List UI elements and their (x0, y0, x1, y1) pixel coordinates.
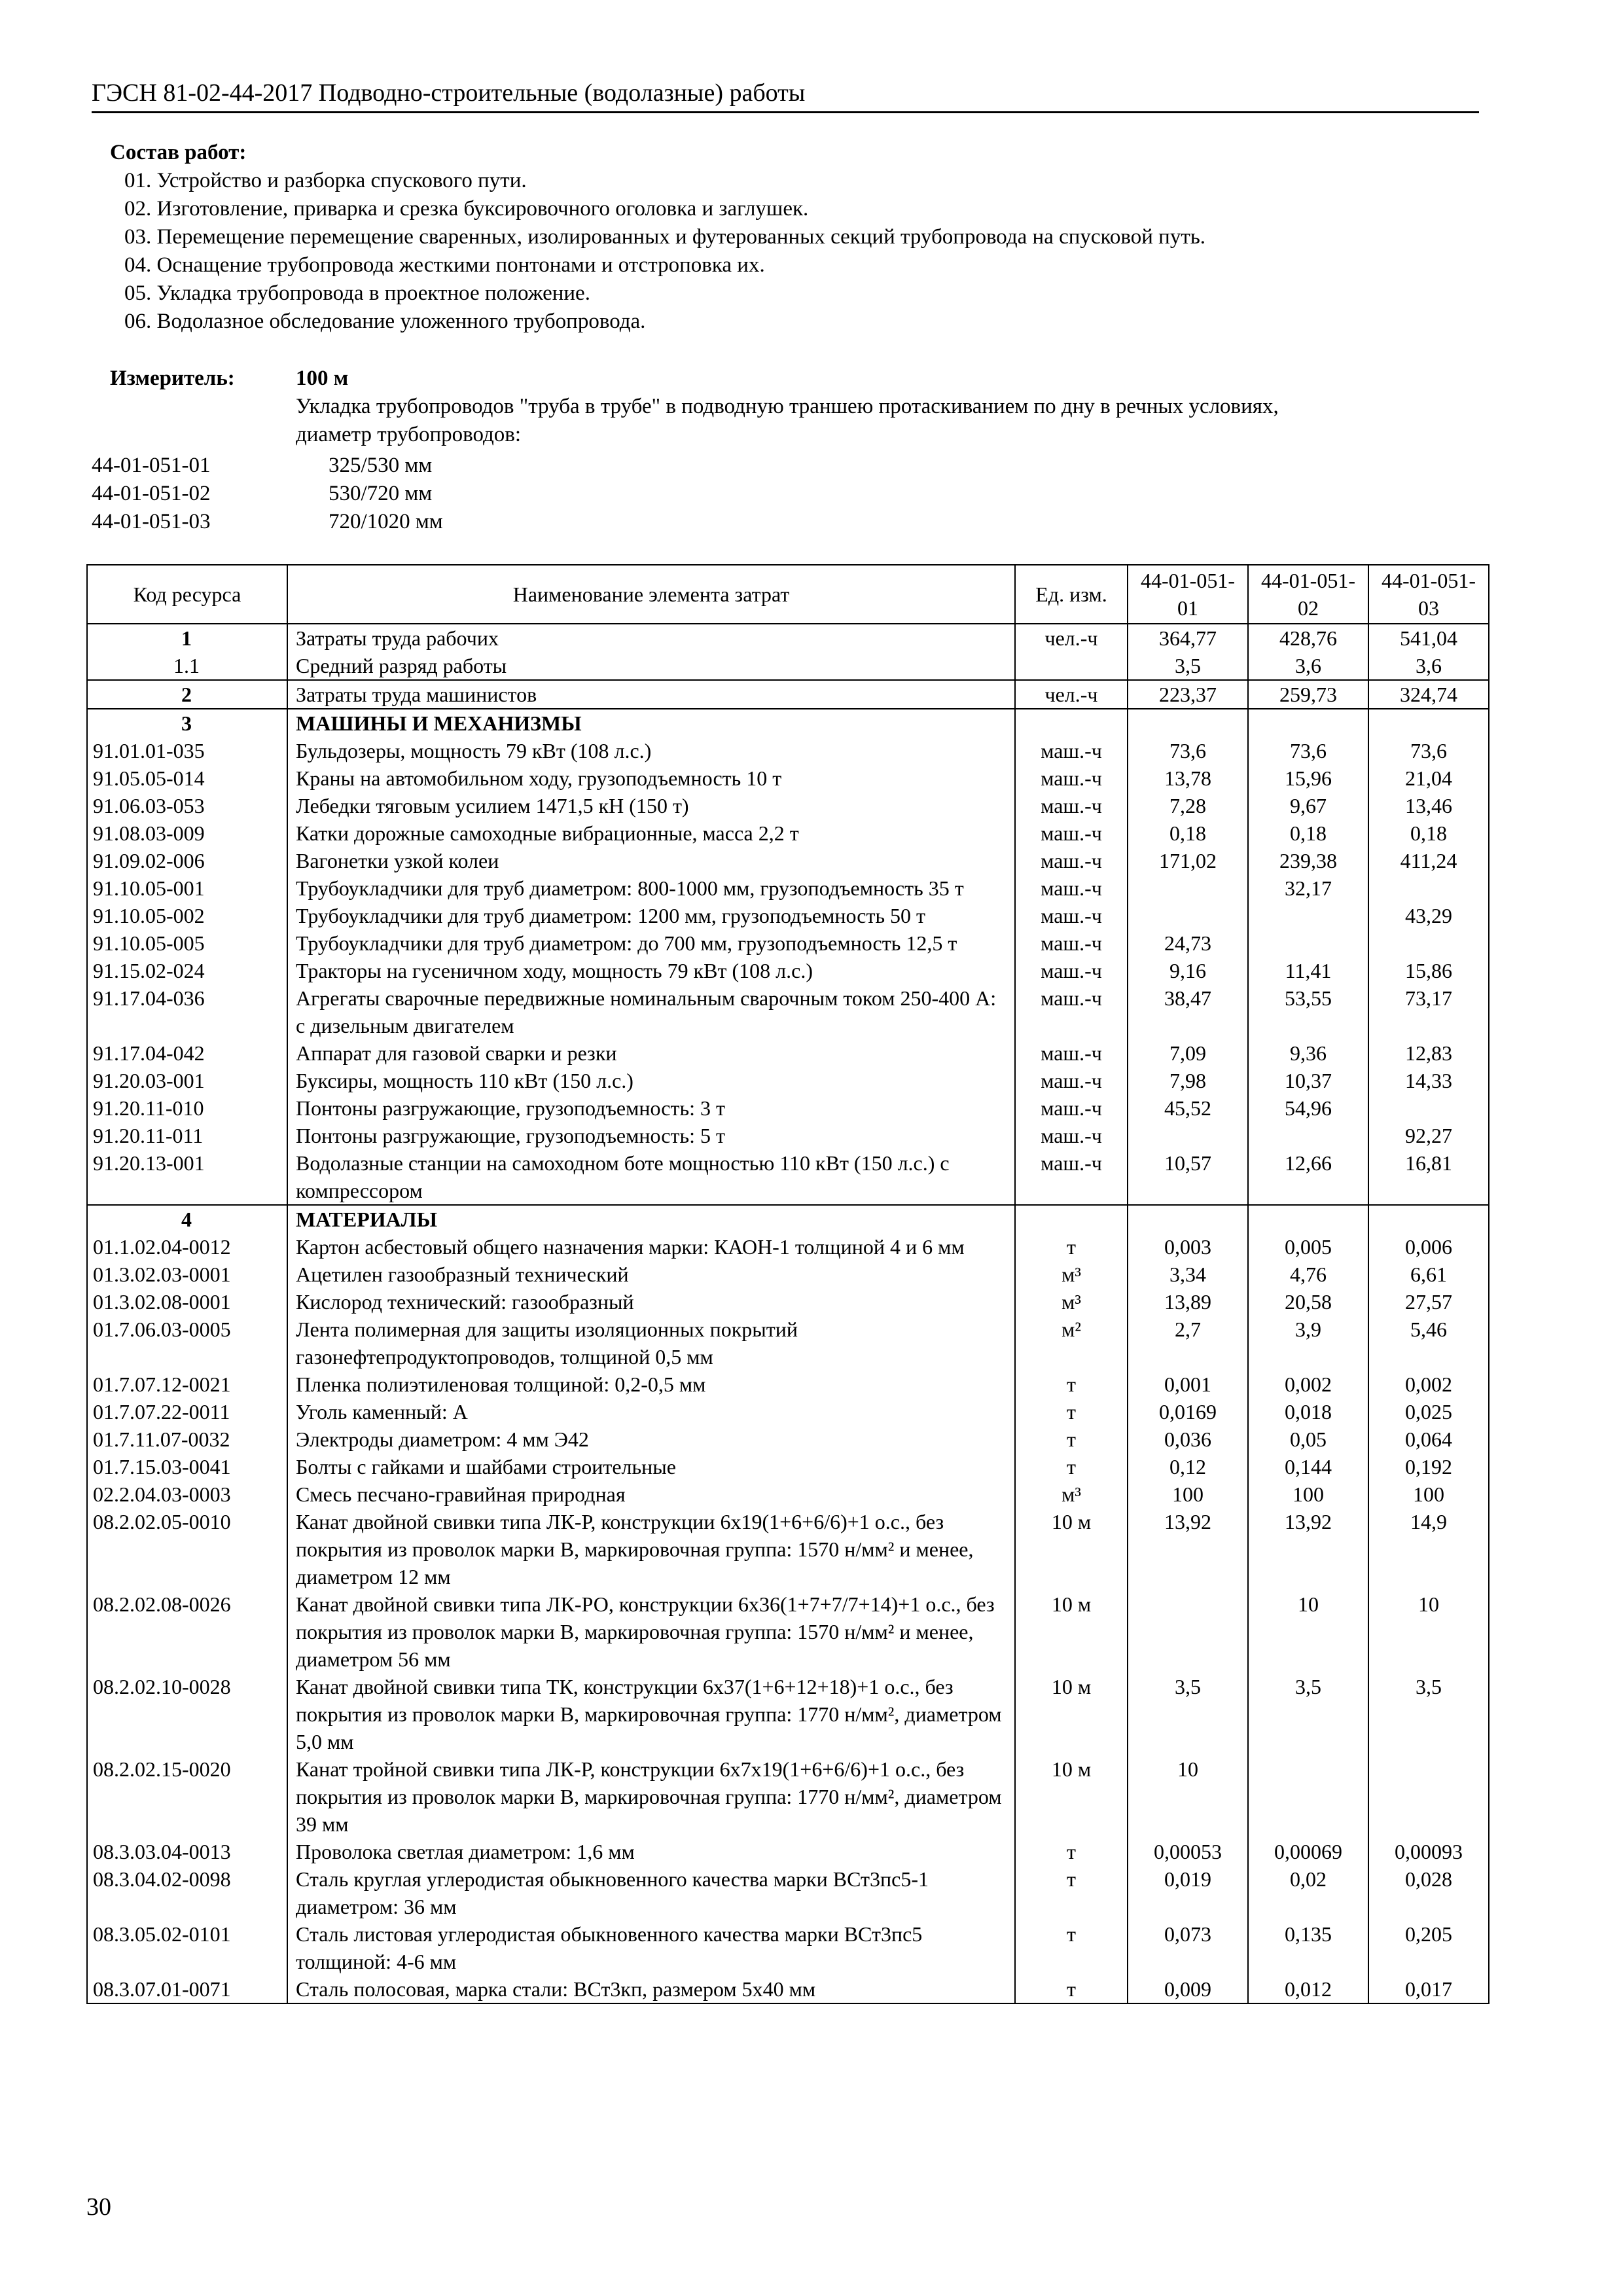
norm-value-2: 10 (1248, 1590, 1368, 1673)
norm-value-1 (1128, 1205, 1248, 1233)
norm-value-2: 428,76 (1248, 624, 1368, 652)
work-operation: 03. Перемещение перемещение сваренных, изолированных и футерованных секций трубопровода на спусковой путь. (124, 225, 1206, 249)
work-operation: 02. Изготовление, приварка и срезка буксировочного оголовка и заглушек. (124, 197, 809, 221)
cost-element-name: Лента полимерная для защиты изоляционных покрытий газонефтепродуктопроводов, толщиной 0,5 мм (287, 1316, 1015, 1371)
cost-element-name: Затраты труда рабочих (287, 624, 1015, 652)
norm-value-2: 9,67 (1248, 792, 1368, 819)
norm-value-3: 0,028 (1368, 1865, 1489, 1920)
cost-element-name: Болты с гайками и шайбами строительные (287, 1453, 1015, 1480)
resource-code: 3 (87, 709, 287, 737)
norm-value-1: 10,57 (1128, 1149, 1248, 1205)
norm-value-2: 20,58 (1248, 1288, 1368, 1316)
norm-value-2: 9,36 (1248, 1039, 1368, 1067)
unit-cell: маш.-ч (1015, 1094, 1128, 1122)
resource-code: 1 (87, 624, 287, 652)
table-row (87, 737, 1489, 764)
header-resource-code: Код ресурса (87, 565, 287, 624)
table-row (87, 1865, 1489, 1920)
resource-code: 91.15.02-024 (87, 957, 287, 984)
norm-value-3 (1368, 1205, 1489, 1233)
page-header: ГЭСН 81-02-44-2017 Подводно-строительные (водолазные) работы (92, 77, 1479, 113)
norm-value-2 (1248, 929, 1368, 957)
norm-value-3: 0,006 (1368, 1233, 1489, 1261)
norm-value-1: 10 (1128, 1755, 1248, 1838)
cost-element-name: Трубоукладчики для труб диаметром: до 700 мм, грузоподъемность 12,5 т (287, 929, 1015, 957)
norm-value-3: 14,9 (1368, 1508, 1489, 1590)
cost-element-name: Проволока светлая диаметром: 1,6 мм (287, 1838, 1015, 1865)
norm-value-1: 3,34 (1128, 1261, 1248, 1288)
meter-label: Измеритель: (110, 367, 235, 390)
table-row (87, 1975, 1489, 2003)
norm-value-2: 54,96 (1248, 1094, 1368, 1122)
cost-element-name: МАТЕРИАЛЫ (287, 1205, 1015, 1233)
resource-code: 08.3.03.04-0013 (87, 1838, 287, 1865)
norm-value-3: 5,46 (1368, 1316, 1489, 1371)
header-norm-3: 44-01-051-03 (1368, 565, 1489, 624)
norm-value-2: 0,144 (1248, 1453, 1368, 1480)
norm-value-2: 0,005 (1248, 1233, 1368, 1261)
table-row (87, 792, 1489, 819)
norm-value-2: 0,135 (1248, 1920, 1368, 1975)
norm-value-1: 0,073 (1128, 1920, 1248, 1975)
resource-code: 91.20.13-001 (87, 1149, 287, 1205)
norm-value-1: 0,00053 (1128, 1838, 1248, 1865)
norm-value-1: 13,89 (1128, 1288, 1248, 1316)
table-row (87, 1838, 1489, 1865)
norm-value-2: 10,37 (1248, 1067, 1368, 1094)
table-row (87, 1590, 1489, 1673)
norm-value-1: 0,18 (1128, 819, 1248, 847)
unit-cell: чел.-ч (1015, 680, 1128, 709)
resource-code: 01.7.15.03-0041 (87, 1453, 287, 1480)
norm-value-1: 0,001 (1128, 1371, 1248, 1398)
norm-code: 44-01-051-01 (92, 454, 211, 477)
table-row (87, 1149, 1489, 1205)
norm-code-value: 720/1020 мм (329, 510, 443, 533)
table-row (87, 1398, 1489, 1426)
norm-value-2: 32,17 (1248, 874, 1368, 902)
cost-element-name: Сталь листовая углеродистая обыкновенного качества марки ВСт3пс5 толщиной: 4-6 мм (287, 1920, 1015, 1975)
cost-element-name: Вагонетки узкой колеи (287, 847, 1015, 874)
resource-code: 02.2.04.03-0003 (87, 1480, 287, 1508)
norm-value-2 (1248, 1205, 1368, 1233)
norm-value-3: 21,04 (1368, 764, 1489, 792)
cost-element-name: Краны на автомобильном ходу, грузоподъемность 10 т (287, 764, 1015, 792)
norm-value-3: 100 (1368, 1480, 1489, 1508)
norm-value-3: 92,27 (1368, 1122, 1489, 1149)
norm-value-3: 73,6 (1368, 737, 1489, 764)
norm-code: 44-01-051-03 (92, 510, 211, 533)
unit-cell: 10 м (1015, 1673, 1128, 1755)
cost-element-name: Трубоукладчики для труб диаметром: 800-1000 мм, грузоподъемность 35 т (287, 874, 1015, 902)
cost-element-name: Агрегаты сварочные передвижные номинальным сварочным током 250-400 А: с дизельным двигателем (287, 984, 1015, 1039)
norm-value-3: 16,81 (1368, 1149, 1489, 1205)
cost-element-name: Буксиры, мощность 110 кВт (150 л.с.) (287, 1067, 1015, 1094)
norm-value-1: 3,5 (1128, 1673, 1248, 1755)
unit-cell: чел.-ч (1015, 624, 1128, 652)
table-header-row (87, 565, 1489, 624)
norm-value-2: 0,18 (1248, 819, 1368, 847)
resource-code: 4 (87, 1205, 287, 1233)
table-row (87, 847, 1489, 874)
meter-block (92, 365, 1479, 449)
norm-value-2: 3,5 (1248, 1673, 1368, 1755)
norm-value-1 (1128, 874, 1248, 902)
unit-cell: 10 м (1015, 1508, 1128, 1590)
cost-element-name: Бульдозеры, мощность 79 кВт (108 л.с.) (287, 737, 1015, 764)
table-row (87, 1039, 1489, 1067)
cost-element-name: Смесь песчано-гравийная природная (287, 1480, 1015, 1508)
table-row (87, 1205, 1489, 1233)
resource-code: 91.20.11-010 (87, 1094, 287, 1122)
table-row (87, 902, 1489, 929)
unit-cell: маш.-ч (1015, 1067, 1128, 1094)
unit-cell: т (1015, 1453, 1128, 1480)
unit-cell: 10 м (1015, 1755, 1128, 1838)
header-norm-2: 44-01-051-02 (1248, 565, 1368, 624)
norm-value-3: 0,205 (1368, 1920, 1489, 1975)
cost-element-name: Затраты труда машинистов (287, 680, 1015, 709)
resource-code: 08.2.02.15-0020 (87, 1755, 287, 1838)
cost-element-name: МАШИНЫ И МЕХАНИЗМЫ (287, 709, 1015, 737)
cost-element-name: Аппарат для газовой сварки и резки (287, 1039, 1015, 1067)
resource-code: 91.09.02-006 (87, 847, 287, 874)
work-operation: 04. Оснащение трубопровода жесткими понтонами и отстроповка их. (124, 253, 765, 277)
norm-value-3: 0,002 (1368, 1371, 1489, 1398)
norm-code-row (92, 508, 443, 536)
unit-cell: т (1015, 1371, 1128, 1398)
unit-cell: м³ (1015, 1480, 1128, 1508)
norm-value-2: 12,66 (1248, 1149, 1368, 1205)
norm-value-1: 38,47 (1128, 984, 1248, 1039)
norm-value-3: 3,5 (1368, 1673, 1489, 1755)
norm-value-3: 541,04 (1368, 624, 1489, 652)
page-number: 30 (86, 2193, 111, 2221)
norm-value-3: 0,025 (1368, 1398, 1489, 1426)
table-row (87, 1233, 1489, 1261)
unit-cell: маш.-ч (1015, 984, 1128, 1039)
table-row (87, 1288, 1489, 1316)
norm-value-1: 13,92 (1128, 1508, 1248, 1590)
norm-value-2: 0,018 (1248, 1398, 1368, 1426)
unit-cell: маш.-ч (1015, 737, 1128, 764)
table-row (87, 1453, 1489, 1480)
norm-code-value: 325/530 мм (329, 454, 433, 477)
norm-value-3 (1368, 874, 1489, 902)
norm-value-1: 3,5 (1128, 652, 1248, 680)
table-row (87, 819, 1489, 847)
norm-value-1: 7,28 (1128, 792, 1248, 819)
unit-cell: 10 м (1015, 1590, 1128, 1673)
norm-value-3: 10 (1368, 1590, 1489, 1673)
resource-code: 91.08.03-009 (87, 819, 287, 847)
header-cost-element-name: Наименование элемента затрат (287, 565, 1015, 624)
cost-element-name: Пленка полиэтиленовая толщиной: 0,2-0,5 мм (287, 1371, 1015, 1398)
norm-value-3 (1368, 1094, 1489, 1122)
table-row (87, 1920, 1489, 1975)
unit-cell: т (1015, 1398, 1128, 1426)
resource-code: 91.17.04-036 (87, 984, 287, 1039)
norm-code-list (92, 452, 443, 536)
table-row (87, 1673, 1489, 1755)
norm-code: 44-01-051-02 (92, 482, 211, 505)
resource-code: 01.7.07.12-0021 (87, 1371, 287, 1398)
resource-code: 91.10.05-002 (87, 902, 287, 929)
norm-value-1: 7,98 (1128, 1067, 1248, 1094)
unit-cell: м³ (1015, 1288, 1128, 1316)
norm-value-2: 0,002 (1248, 1371, 1368, 1398)
work-operation: 06. Водолазное обследование уложенного трубопровода. (124, 310, 646, 333)
cost-element-name: Картон асбестовый общего назначения марки: КАОН-1 толщиной 4 и 6 мм (287, 1233, 1015, 1261)
unit-cell: маш.-ч (1015, 847, 1128, 874)
norm-value-1: 223,37 (1128, 680, 1248, 709)
resource-code: 91.17.04-042 (87, 1039, 287, 1067)
norm-value-2: 73,6 (1248, 737, 1368, 764)
norm-value-3: 12,83 (1368, 1039, 1489, 1067)
unit-cell: маш.-ч (1015, 874, 1128, 902)
header-norm-1: 44-01-051-01 (1128, 565, 1248, 624)
unit-cell: м² (1015, 1316, 1128, 1371)
table-row (87, 624, 1489, 652)
norm-value-3: 324,74 (1368, 680, 1489, 709)
meter-description: Укладка трубопроводов "труба в трубе" в подводную траншею протаскиванием по дну в речных условиях, диаметр трубопроводов: (296, 395, 1279, 446)
table-row (87, 709, 1489, 737)
unit-cell: маш.-ч (1015, 792, 1128, 819)
norm-value-2: 11,41 (1248, 957, 1368, 984)
norm-value-1: 13,78 (1128, 764, 1248, 792)
norm-value-3: 0,00093 (1368, 1838, 1489, 1865)
norm-value-2 (1248, 1122, 1368, 1149)
norm-value-3 (1368, 709, 1489, 737)
norm-value-1: 0,036 (1128, 1426, 1248, 1453)
cost-element-name: Лебедки тяговым усилием 1471,5 кН (150 т) (287, 792, 1015, 819)
table-row (87, 957, 1489, 984)
norm-value-1: 364,77 (1128, 624, 1248, 652)
norm-value-2: 0,012 (1248, 1975, 1368, 2003)
norm-value-1: 0,003 (1128, 1233, 1248, 1261)
norm-value-3: 0,064 (1368, 1426, 1489, 1453)
cost-element-name: Канат двойной свивки типа ЛК-Р, конструкции 6х19(1+6+6/6)+1 о.с., без покрытия из проволок марки В, маркировочная группа: 1570 н/мм² и менее, диаметром 12 мм (287, 1508, 1015, 1590)
norm-value-1: 0,0169 (1128, 1398, 1248, 1426)
norm-value-3: 27,57 (1368, 1288, 1489, 1316)
resource-code: 91.05.05-014 (87, 764, 287, 792)
norm-value-1 (1128, 1122, 1248, 1149)
norm-value-3: 6,61 (1368, 1261, 1489, 1288)
work-composition-title: Состав работ: (110, 141, 247, 164)
table-row (87, 984, 1489, 1039)
norm-value-2: 0,02 (1248, 1865, 1368, 1920)
norm-value-1 (1128, 709, 1248, 737)
resource-code: 01.1.02.04-0012 (87, 1233, 287, 1261)
unit-cell: маш.-ч (1015, 902, 1128, 929)
resource-table (86, 564, 1489, 2004)
unit-cell: маш.-ч (1015, 764, 1128, 792)
cost-element-name: Сталь полосовая, марка стали: ВСт3кп, размером 5х40 мм (287, 1975, 1015, 2003)
cost-element-name: Тракторы на гусеничном ходу, мощность 79 кВт (108 л.с.) (287, 957, 1015, 984)
table-row (87, 1316, 1489, 1371)
resource-code: 08.2.02.08-0026 (87, 1590, 287, 1673)
unit-cell (1015, 709, 1128, 737)
resource-code: 91.01.01-035 (87, 737, 287, 764)
unit-cell: маш.-ч (1015, 819, 1128, 847)
resource-code: 2 (87, 680, 287, 709)
work-operation: 05. Укладка трубопровода в проектное положение. (124, 281, 590, 305)
norm-value-3 (1368, 929, 1489, 957)
resource-code: 08.3.05.02-0101 (87, 1920, 287, 1975)
norm-value-1: 0,12 (1128, 1453, 1248, 1480)
norm-code-value: 530/720 мм (329, 482, 433, 505)
resource-code: 01.3.02.08-0001 (87, 1288, 287, 1316)
norm-code-row (92, 480, 443, 508)
table-row (87, 1067, 1489, 1094)
cost-element-name: Средний разряд работы (287, 652, 1015, 680)
unit-cell: маш.-ч (1015, 1039, 1128, 1067)
table-row (87, 1426, 1489, 1453)
resource-code: 01.7.11.07-0032 (87, 1426, 287, 1453)
unit-cell: т (1015, 1865, 1128, 1920)
norm-value-3: 411,24 (1368, 847, 1489, 874)
cost-element-name: Ацетилен газообразный технический (287, 1261, 1015, 1288)
norm-value-2: 15,96 (1248, 764, 1368, 792)
norm-value-2: 3,9 (1248, 1316, 1368, 1371)
norm-value-2: 100 (1248, 1480, 1368, 1508)
resource-code: 91.20.11-011 (87, 1122, 287, 1149)
norm-value-1: 73,6 (1128, 737, 1248, 764)
cost-element-name: Водолазные станции на самоходном боте мощностью 110 кВт (150 л.с.) с компрессором (287, 1149, 1015, 1205)
norm-value-3: 0,192 (1368, 1453, 1489, 1480)
norm-value-3: 3,6 (1368, 652, 1489, 680)
unit-cell: т (1015, 1233, 1128, 1261)
norm-value-3: 0,18 (1368, 819, 1489, 847)
norm-value-3: 15,86 (1368, 957, 1489, 984)
resource-code: 91.10.05-005 (87, 929, 287, 957)
norm-value-3: 0,017 (1368, 1975, 1489, 2003)
unit-cell: маш.-ч (1015, 1149, 1128, 1205)
table-row (87, 1480, 1489, 1508)
norm-value-1: 0,019 (1128, 1865, 1248, 1920)
norm-value-1: 9,16 (1128, 957, 1248, 984)
norm-value-1: 45,52 (1128, 1094, 1248, 1122)
cost-element-name: Уголь каменный: А (287, 1398, 1015, 1426)
unit-cell: маш.-ч (1015, 1122, 1128, 1149)
cost-element-name: Кислород технический: газообразный (287, 1288, 1015, 1316)
table-row (87, 764, 1489, 792)
norm-value-2: 4,76 (1248, 1261, 1368, 1288)
norm-value-1: 100 (1128, 1480, 1248, 1508)
norm-value-2: 13,92 (1248, 1508, 1368, 1590)
cost-element-name: Трубоукладчики для труб диаметром: 1200 мм, грузоподъемность 50 т (287, 902, 1015, 929)
resource-code: 91.20.03-001 (87, 1067, 287, 1094)
resource-code: 91.06.03-053 (87, 792, 287, 819)
unit-cell (1015, 652, 1128, 680)
cost-element-name: Катки дорожные самоходные вибрационные, масса 2,2 т (287, 819, 1015, 847)
resource-code: 01.7.07.22-0011 (87, 1398, 287, 1426)
norm-value-2: 0,00069 (1248, 1838, 1368, 1865)
cost-element-name: Сталь круглая углеродистая обыкновенного качества марки ВСт3пс5-1 диаметром: 36 мм (287, 1865, 1015, 1920)
unit-cell: т (1015, 1838, 1128, 1865)
table-row (87, 1755, 1489, 1838)
unit-cell: маш.-ч (1015, 929, 1128, 957)
table-row (87, 652, 1489, 680)
norm-value-3: 13,46 (1368, 792, 1489, 819)
unit-cell: т (1015, 1975, 1128, 2003)
norm-value-2: 0,05 (1248, 1426, 1368, 1453)
norm-value-3: 43,29 (1368, 902, 1489, 929)
table-row (87, 1508, 1489, 1590)
norm-value-2 (1248, 1755, 1368, 1838)
unit-cell: м³ (1015, 1261, 1128, 1288)
norm-value-1 (1128, 902, 1248, 929)
norm-value-3: 14,33 (1368, 1067, 1489, 1094)
table-row (87, 929, 1489, 957)
table-body (87, 624, 1489, 2003)
unit-cell (1015, 1205, 1128, 1233)
table-row (87, 1122, 1489, 1149)
unit-cell: т (1015, 1426, 1128, 1453)
norm-value-3: 73,17 (1368, 984, 1489, 1039)
norm-value-2 (1248, 709, 1368, 737)
norm-code-row (92, 452, 443, 480)
norm-value-1: 171,02 (1128, 847, 1248, 874)
resource-code: 01.7.06.03-0005 (87, 1316, 287, 1371)
resource-code: 91.10.05-001 (87, 874, 287, 902)
resource-code: 08.3.07.01-0071 (87, 1975, 287, 2003)
table-row (87, 1261, 1489, 1288)
norm-value-2: 239,38 (1248, 847, 1368, 874)
meter-unit: 100 м (296, 367, 349, 390)
norm-value-2: 3,6 (1248, 652, 1368, 680)
norm-value-1: 2,7 (1128, 1316, 1248, 1371)
resource-code: 08.3.04.02-0098 (87, 1865, 287, 1920)
cost-element-name: Канат двойной свивки типа ЛК-РО, конструкции 6х36(1+7+7/7+14)+1 о.с., без покрытия из проволок марки В, маркировочная группа: 1570 н/мм² и менее, диаметром 56 мм (287, 1590, 1015, 1673)
unit-cell: маш.-ч (1015, 957, 1128, 984)
resource-code: 01.3.02.03-0001 (87, 1261, 287, 1288)
work-operation: 01. Устройство и разборка спускового пути. (124, 169, 527, 192)
resource-code: 08.2.02.10-0028 (87, 1673, 287, 1755)
norm-value-1: 24,73 (1128, 929, 1248, 957)
cost-element-name: Канат двойной свивки типа ТК, конструкции 6х37(1+6+12+18)+1 о.с., без покрытия из проволок марки В, маркировочная группа: 1770 н/мм², диаметром 5,0 мм (287, 1673, 1015, 1755)
table-row (87, 1094, 1489, 1122)
table-row (87, 874, 1489, 902)
resource-code: 1.1 (87, 652, 287, 680)
table-row (87, 680, 1489, 709)
norm-value-2: 53,55 (1248, 984, 1368, 1039)
work-composition (110, 139, 1205, 336)
cost-element-name: Понтоны разгружающие, грузоподъемность: 3 т (287, 1094, 1015, 1122)
cost-element-name: Понтоны разгружающие, грузоподъемность: 5 т (287, 1122, 1015, 1149)
norm-value-1 (1128, 1590, 1248, 1673)
norm-value-3 (1368, 1755, 1489, 1838)
cost-element-name: Канат тройной свивки типа ЛК-Р, конструкции 6х7х19(1+6+6/6)+1 о.с., без покрытия из проволок марки В, маркировочная группа: 1770 н/мм², диаметром 39 мм (287, 1755, 1015, 1838)
norm-value-2 (1248, 902, 1368, 929)
unit-cell: т (1015, 1920, 1128, 1975)
norm-value-1: 7,09 (1128, 1039, 1248, 1067)
cost-element-name: Электроды диаметром: 4 мм Э42 (287, 1426, 1015, 1453)
resource-code: 08.2.02.05-0010 (87, 1508, 287, 1590)
norm-value-1: 0,009 (1128, 1975, 1248, 2003)
norm-value-2: 259,73 (1248, 680, 1368, 709)
table-row (87, 1371, 1489, 1398)
header-unit: Ед. изм. (1015, 565, 1128, 624)
